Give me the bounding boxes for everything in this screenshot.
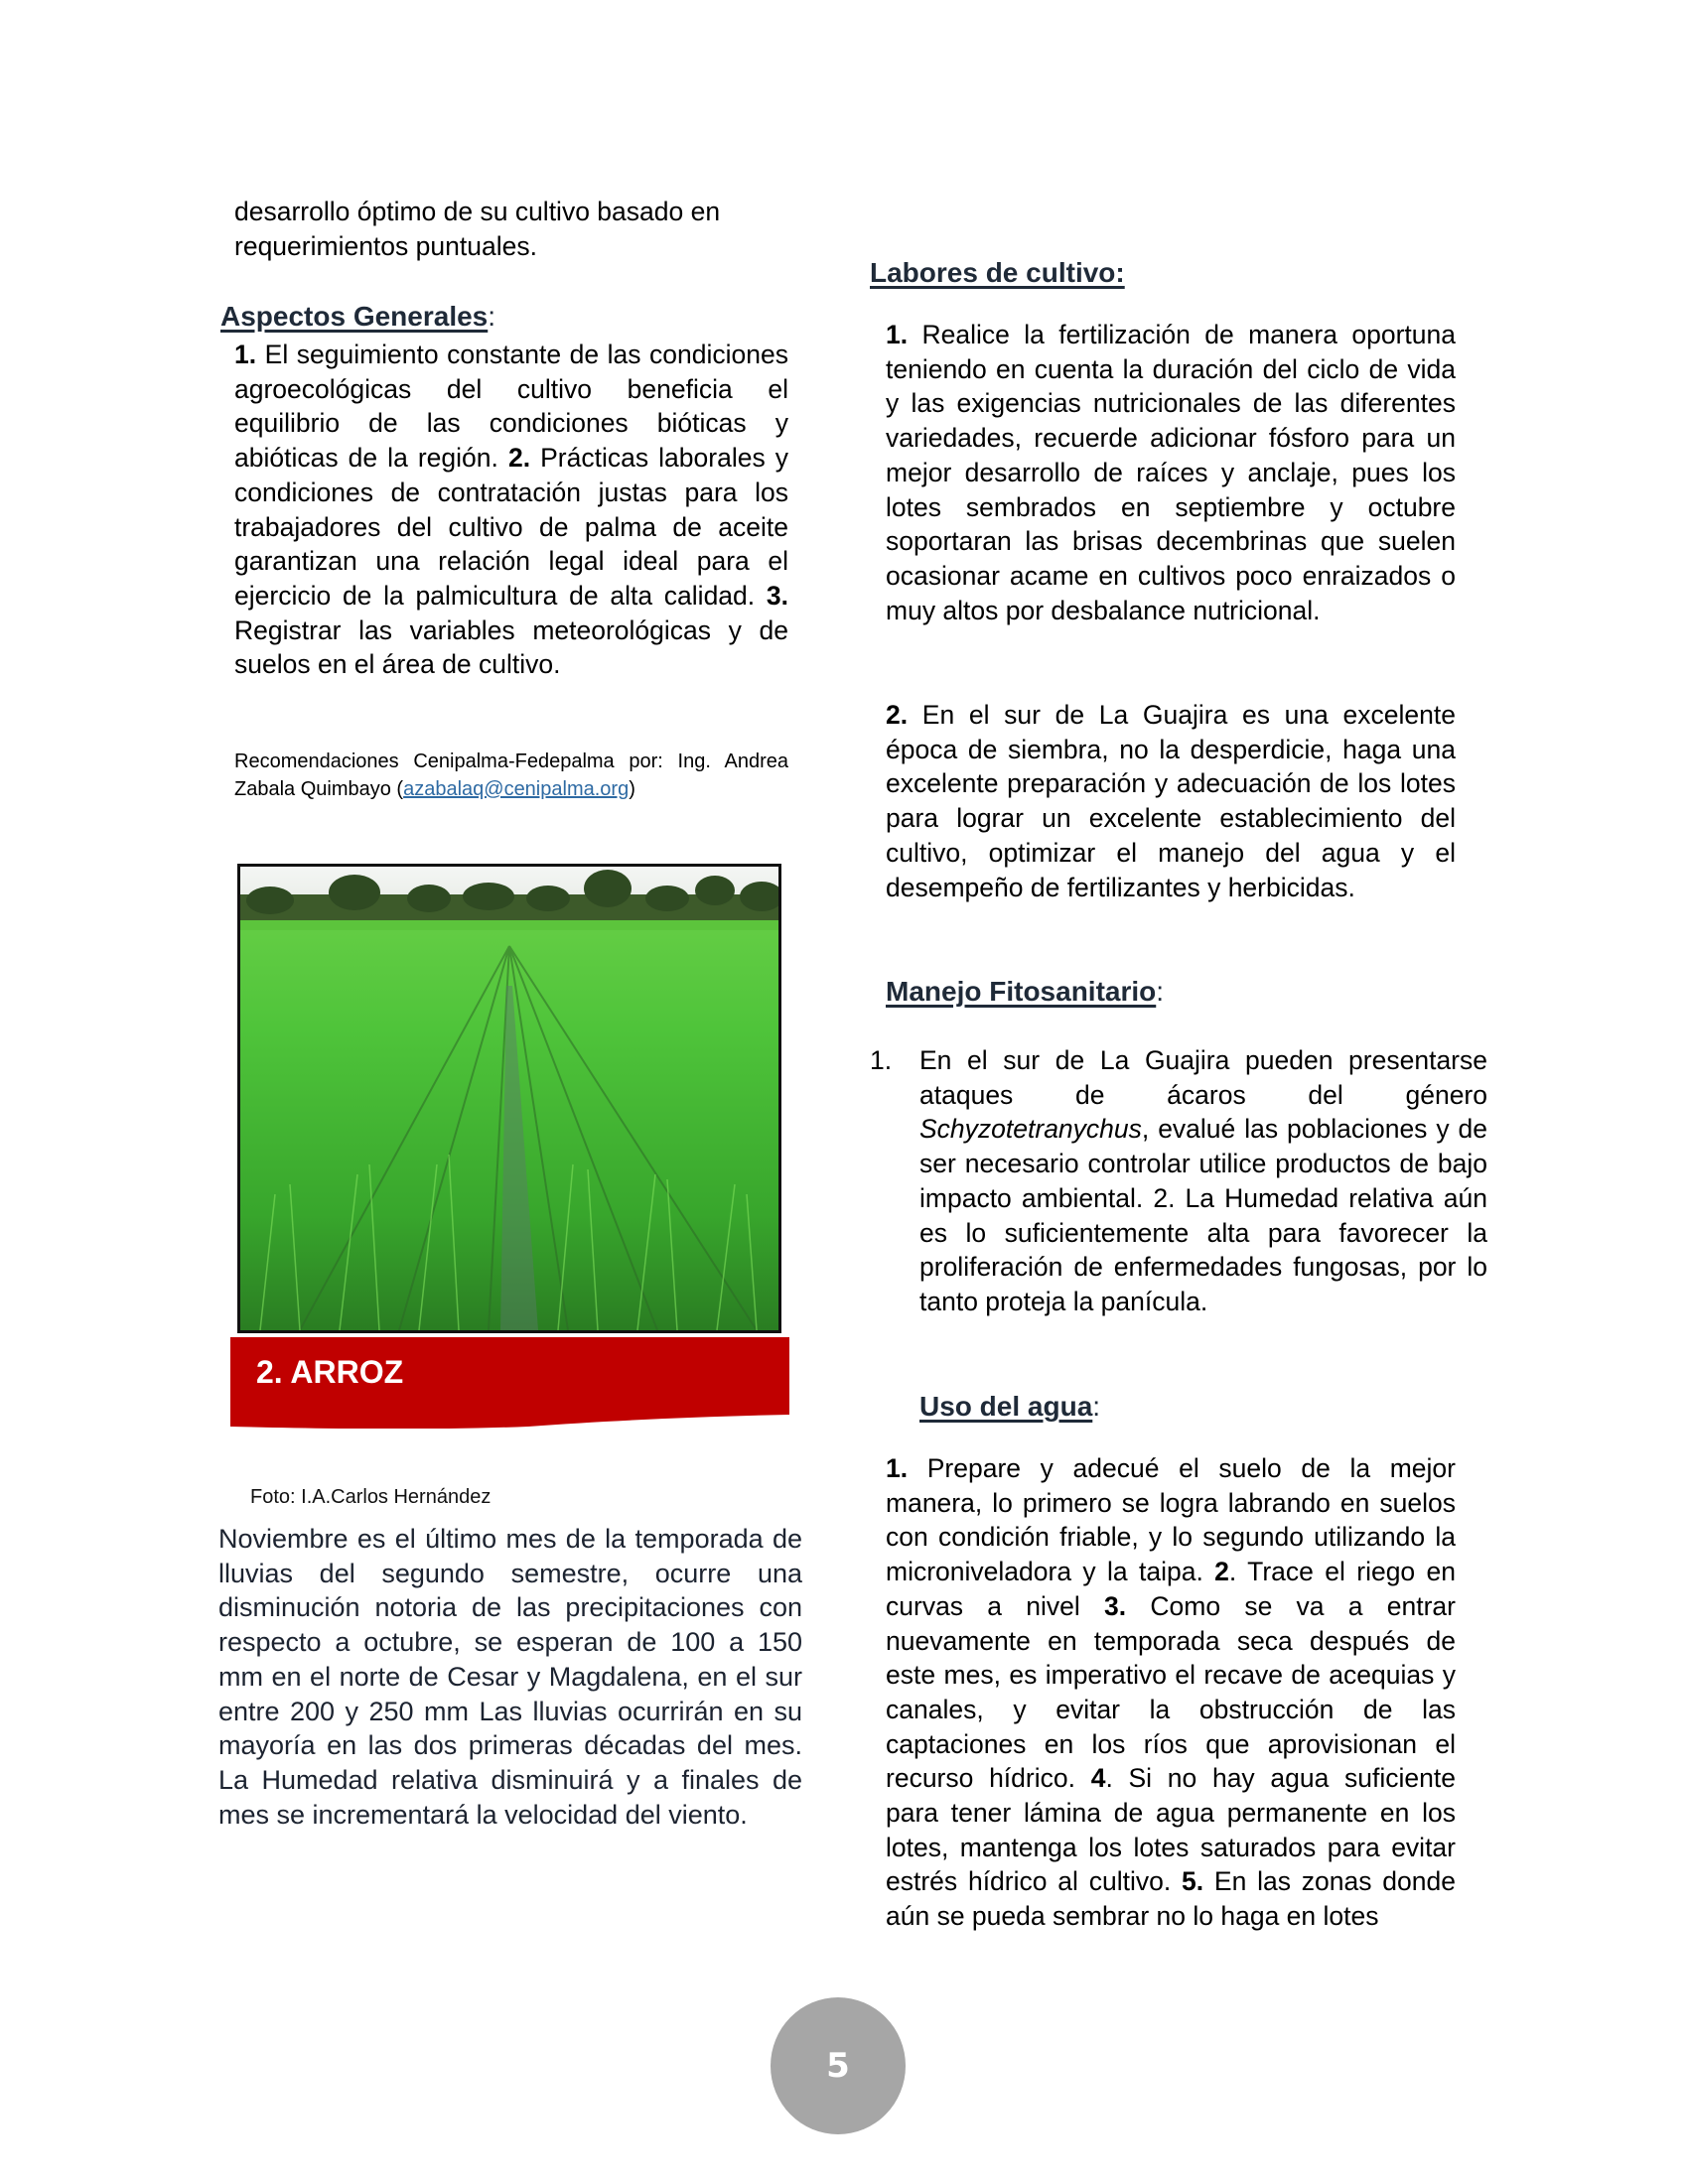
item-text: En el sur de La Guajira pueden presentarse ataques de ácaros del género: [919, 1045, 1487, 1110]
item-text: Prepare y adecué el suelo de la mejor manera, lo primero se logra labrando en suelos con condición friable, y lo segundo utilizando la microniveladora y la taipa.: [886, 1453, 1456, 1587]
item-number: 1.: [886, 320, 909, 349]
item-number: 2: [1214, 1557, 1229, 1587]
section-title: 2. ARROZ: [256, 1354, 404, 1390]
item-number: 2.: [507, 443, 531, 474]
manejo-fitosanitario-paragraph: [919, 1043, 1487, 1319]
heading-colon: :: [1156, 976, 1165, 1007]
item-number: 5.: [1182, 1866, 1204, 1897]
list-number: 1.: [870, 1045, 893, 1075]
intro-paragraph: desarrollo óptimo de su cultivo basado en requerimientos puntuales.: [234, 197, 721, 261]
item-text: Registrar las variables meteorológicas y de suelos en el área de cultivo.: [234, 614, 788, 680]
item-text: . Trace el riego en curvas a nivel: [886, 1557, 1456, 1621]
credits-note: [234, 748, 788, 803]
rice-field-photo: [237, 864, 781, 1333]
aspectos-generales-heading: [220, 300, 495, 334]
email-link[interactable]: azabalaq@cenipalma.org: [403, 778, 630, 800]
manejo-fitosanitario-heading: [886, 975, 1164, 1009]
photo-caption: Foto: I.A.Carlos Hernández: [250, 1486, 492, 1508]
aspectos-generales-heading-text: Aspectos Generales: [220, 301, 489, 332]
credits-text: Recomendaciones Cenipalma-Fedepalma por: Ing. Andrea Zabala Quimbayo (: [234, 751, 788, 800]
item-text: Prácticas laborales y condiciones de contratación justas para los trabajadores del cultivo de palma de aceite garantizan una relación legal ideal para el ejercicio de la palmicultura de alta calidad.: [234, 443, 788, 611]
manejo-heading-text: Manejo Fitosanitario: [886, 976, 1157, 1007]
labores-de-cultivo-heading: [870, 256, 1125, 290]
item-text: Realice la fertilización de manera oportuna teniendo en cuenta la duración del ciclo de vida y las exigencias nutricionales de las diferentes variedades, recuerde adicionar fósforo para un mejor desarrollo de raíces y anclaje, pues los lotes sembrados en septiembre y octubre soportaran las brisas decembrinas que suelen ocasionar acame en cultivos poco enraizados o muy altos por desbalance nutricional.: [886, 320, 1456, 625]
noviembre-paragraph: Noviembre es el último mes de la temporada de lluvias del segundo semestre, ocurre una disminución notoria de las precipitaciones con respecto a octubre, se esperan de 100 a 150 mm en el norte de Cesar y Magdalena, en el sur entre 200 y 250 mm Las lluvias ocurrirán en su mayoría en las dos primeras décadas del mes. La Humedad relativa disminuirá y a finales de mes se incrementará la velocidad del viento.: [218, 1524, 802, 1830]
item-text: Como se va a entrar nuevamente en temporada seca después de este mes, es imperativo el recave de acequias y canales, y evitar la obstrucción de las captaciones en los ríos que aprovisionan el recurso hídrico.: [886, 1590, 1456, 1794]
aspectos-generales-paragraph: [234, 338, 788, 682]
labores-item-2: [886, 698, 1456, 904]
genus-name: Schyzotetranychus: [919, 1114, 1142, 1145]
item-text: En el sur de La Guajira es una excelente época de siembra, no la desperdicie, haga una excelente preparación y adecuación de los lotes para lograr un excelente establecimiento del cultivo, optimizar el manejo del agua y el desempeño de fertilizantes y herbicidas.: [886, 700, 1456, 902]
rice-field-illustration: [240, 867, 778, 1330]
item-number: 1.: [234, 340, 257, 369]
item-number: 2.: [886, 700, 909, 730]
item-number: 3.: [1104, 1590, 1127, 1621]
uso-heading-text: Uso del agua: [919, 1391, 1093, 1422]
item-number: 3.: [766, 580, 788, 611]
uso-del-agua-heading: [919, 1390, 1100, 1424]
page-number-badge: [771, 1997, 906, 2134]
item-text: , evalué las poblaciones y de ser necesario controlar utilice productos de bajo impacto ambiental. 2. La Humedad relativa aún es lo suficientemente alta para favorecer la proliferación de enfermedades fungosas, por lo tanto proteja la panícula.: [919, 1114, 1487, 1316]
item-number: 1.: [886, 1453, 909, 1483]
item-text: En las zonas donde aún se pueda sembrar no lo haga en lotes: [886, 1866, 1456, 1932]
heading-colon: :: [488, 301, 496, 332]
item-text: . Si no hay agua suficiente para tener lámina de agua permanente en los lotes, mantenga los lotes saturados para evitar estrés hídrico al cultivo.: [886, 1763, 1456, 1897]
item-text: El seguimiento constante de las condiciones agroecológicas del cultivo beneficia el equilibrio de las condiciones bióticas y abióticas de la región.: [234, 340, 788, 474]
labores-item-1: [886, 318, 1456, 627]
uso-del-agua-paragraph: [886, 1451, 1456, 1934]
credits-close: ): [629, 778, 635, 800]
page-number: 5: [826, 2046, 850, 2086]
item-number: 4: [1090, 1763, 1106, 1794]
labores-heading-text: Labores de cultivo:: [870, 257, 1125, 288]
heading-colon: :: [1092, 1391, 1101, 1422]
